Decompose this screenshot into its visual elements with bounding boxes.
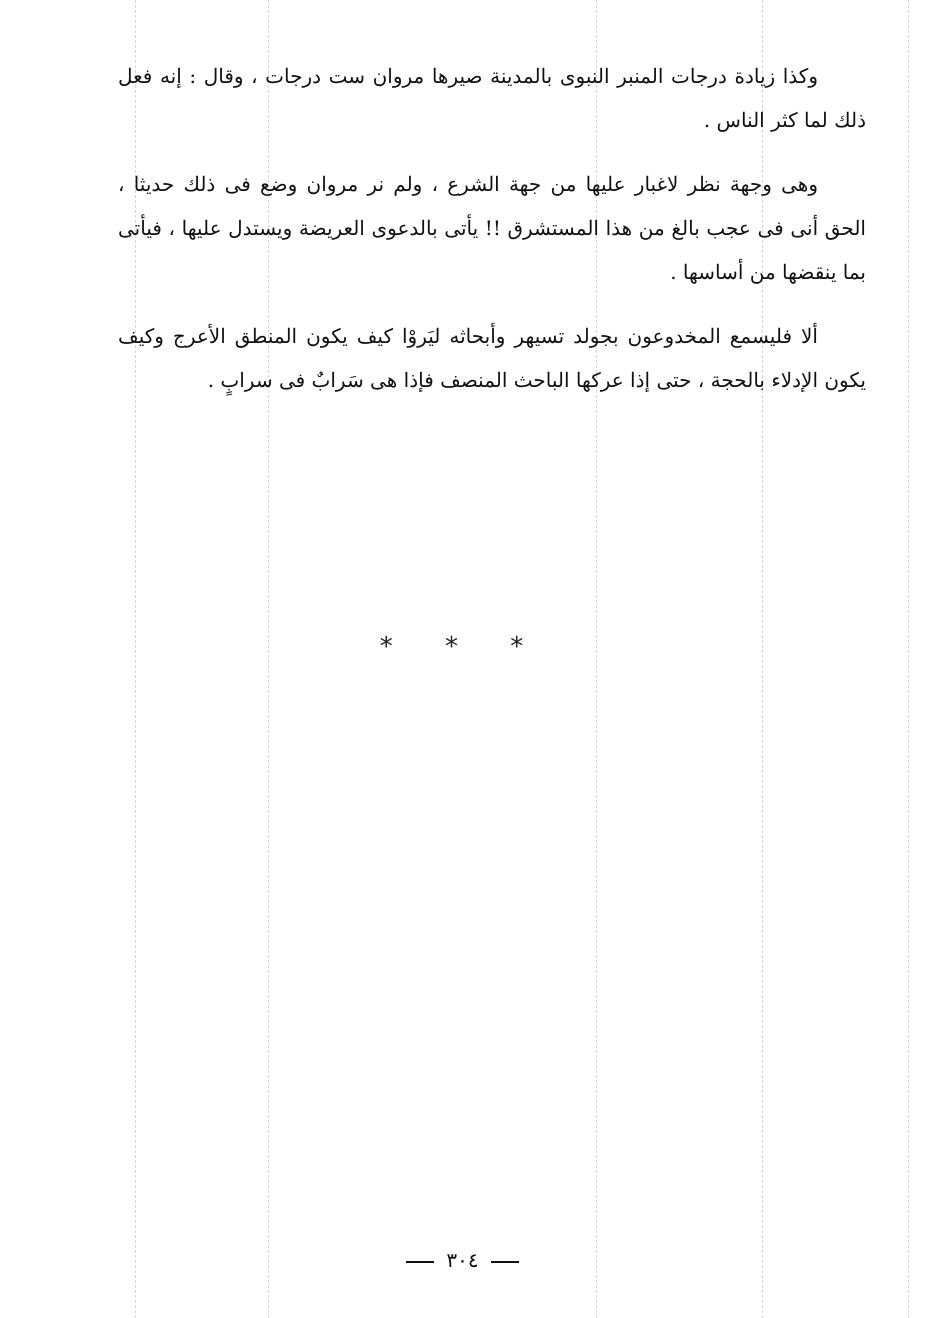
paragraph-3: ألا فليسمع المخدوعون بجولد تسيهر وأبحاثه ليَروْا كيف يكون المنطق الأعرج وكيف يكون الإدلاء بالحجة ، حتى إذا عركها الباحث المنصف فإذا هى سَرابٌ فى سرابٍ . — [118, 324, 866, 392]
paragraph-1: وكذا زيادة درجات المنبر النبوى بالمدينة صيرها مروان ست درجات ، وقال : إنه فعل ذلك لما كثر الناس . — [118, 64, 866, 132]
body-text — [118, 54, 866, 422]
dash-left — [491, 1261, 519, 1263]
page-number: ٣٠٤ — [446, 1248, 479, 1272]
section-separator: * * * — [379, 632, 546, 662]
paragraph-2: وهى وجهة نظر لاغبار عليها من جهة الشرع ، ولم نر مروان وضع فى ذلك حديثا ، الحق أنى فى عجب بالغ من هذا المستشرق !! يأتى بالدعوى العريضة ويستدل عليها ، فيأتى بما ينقضها من أساسها . — [118, 172, 866, 284]
page-number-footer — [0, 1248, 925, 1272]
dash-right — [406, 1261, 434, 1263]
